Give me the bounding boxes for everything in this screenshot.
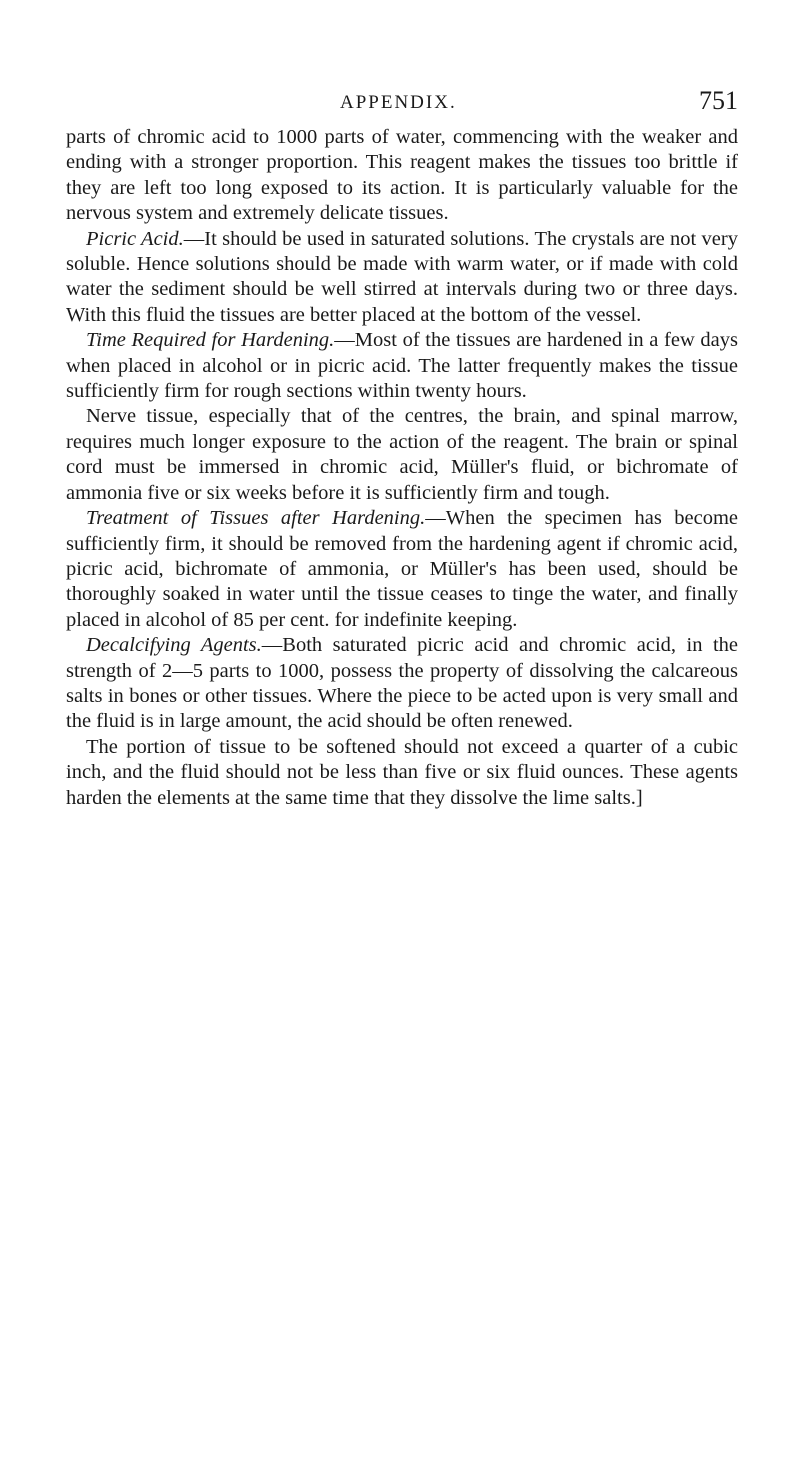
section-heading-decalcifying: Decalcifying Agents. [86,634,262,657]
paragraph-text: parts of chromic acid to 1000 parts of water, commencing with the weaker and ending with a stronger proportion. This reagent makes the tissues too brittle if they are left too long exposed to its action. It is particularly valuable for the nervous system and extremely delicate tissues. [66,126,738,225]
paragraph-tissue-portion [66,735,738,811]
paragraph-text: —It should be used in saturated solutions. The crystals are not very soluble. Hence solutions should be made with warm water, or if made with cold water the sediment should be well stirred at intervals during two or three days. With this fluid the tissues are better placed at the bottom of the vessel. [66,227,738,326]
page-number: 751 [699,86,738,115]
paragraph-treatment-after-hardening [66,506,738,633]
body-text [66,125,738,811]
running-title: APPENDIX. [340,92,457,113]
paragraph-text: The portion of tissue to be softened should not exceed a quarter of a cubic inch, and the fluid should not be less than five or six fluid ounces. These agents harden the elements at the same time that they dissolve the lime salts.] [66,735,738,809]
paragraph-time-required [66,328,738,404]
paragraph-decalcifying-agents [66,633,738,735]
paragraph-text: —Most of the tissues are hardened in a few days when placed in alcohol or in picric acid. The latter frequently makes the tissue sufficiently firm for rough sections within twenty hours. [66,329,738,403]
section-heading-picric-acid: Picric Acid. [86,227,184,250]
section-heading-time-required: Time Required for Hardening. [86,329,335,352]
paragraph-text: Nerve tissue, especially that of the centres, the brain, and spinal marrow, requires much longer exposure to the action of the reagent. The brain or spinal cord must be immersed in chromic acid, Müller's fluid, or bichromate of ammonia five or six weeks before it is sufficiently firm and tough. [66,405,738,504]
paragraph-nerve-tissue [66,404,738,506]
paragraph-text: —When the specimen has become sufficiently firm, it should be removed from the hardening agent if chromic acid, picric acid, bichromate of ammonia, or Müller's has been used, should be thoroughly soaked in water until the tissue ceases to tinge the water, and finally placed in alcohol of 85 per cent. for indefinite keeping. [66,507,738,631]
paragraph-text: —Both saturated picric acid and chromic acid, in the strength of 2—5 parts to 1000, possess the property of dissolving the calcareous salts in bones or other tissues. Where the piece to be acted upon is very small and the fluid is in large amount, the acid should be often renewed. [66,634,739,733]
running-head [66,86,738,122]
paragraph-picric-acid [66,227,738,329]
paragraph-chromic-acid-continued [66,125,738,227]
section-heading-treatment: Treatment of Tissues after Hardening. [86,507,426,530]
